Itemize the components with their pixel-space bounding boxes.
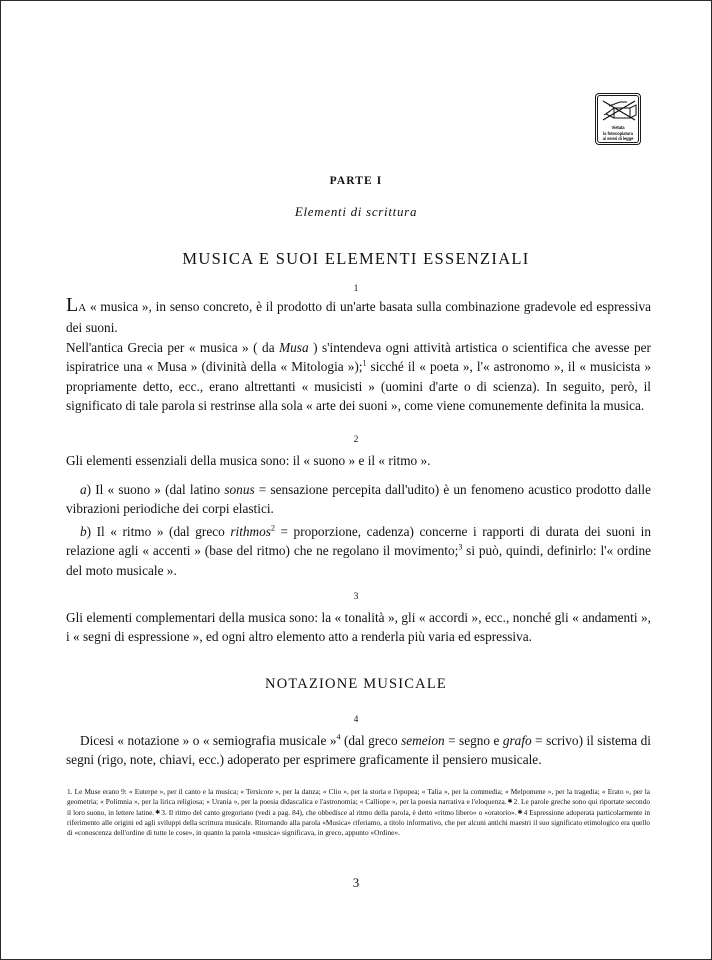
section-2-body bbox=[66, 451, 651, 470]
paragraph-1-1 bbox=[66, 294, 651, 338]
footnote-3: 3. Il ritmo del canto gregoriano (vedi a pag. 84), che obbedisce al ritmo della parola, è detto «ritmo libero» o «oratorio». bbox=[161, 807, 517, 817]
footnote-1: 1. Le Muse erano 9: « Euterpe », per il canto e la musica; « Tersicore », per la danza; « Clio », per la storia e l'epopea; « Talia », per la commedia; « Melpomene », per la tragedia; « Erato », per la geometria; « Polimnia », per la lirica religiosa; « Urania », per la poesia didascalica e l'astronomia; « Calliope », per la poesia narrativa e l'eloquenza. bbox=[67, 787, 650, 807]
paragraph-4-1-a: Dicesi « notazione » o « semiografia musicale » bbox=[80, 733, 337, 748]
part-title: PARTE I bbox=[329, 175, 383, 187]
section-number-4: 4 bbox=[353, 715, 359, 725]
crossed-out-photocopier-icon bbox=[600, 98, 638, 124]
footnote-ref-3: 3 bbox=[458, 542, 463, 552]
footnote-ref-1: 1 bbox=[362, 358, 367, 368]
footnote-ref-2: 2 bbox=[270, 523, 275, 533]
term-grafo: grafo bbox=[502, 733, 532, 748]
paragraph-4-1-b: (dal greco bbox=[340, 733, 402, 748]
paragraph-4-1 bbox=[66, 731, 651, 770]
term-rithmos: rithmos bbox=[230, 524, 271, 539]
chapter-title: MUSICA E SUOI ELEMENTI ESSENZIALI bbox=[182, 249, 530, 268]
paragraph-1-2 bbox=[66, 338, 651, 416]
paragraph-2-a-2: = sensazione percepita dall'udito) è un fenomeno acustico prodotto dalle vibrazioni periodiche dei corpi elastici. bbox=[66, 482, 651, 517]
stamp-inner-frame bbox=[597, 95, 639, 143]
section-number-3: 3 bbox=[353, 592, 359, 602]
stamp-line-2: la fotocopiatura bbox=[603, 130, 633, 136]
footnote-2: 2. Le parole greche sono qui riportate secondo il loro suono, in lettere latine. bbox=[67, 797, 651, 817]
section-1-body bbox=[66, 294, 651, 415]
footnotes-block bbox=[67, 787, 650, 838]
section-4-body bbox=[66, 731, 651, 770]
paragraph-1-2-c: sicché il « poeta », l'« astronomo », il « musicista » propriamente detto, ecc., erano altrettanti « musicisti » (uomini d'arte o di scienza). In seguito, però, il significato di tale parola si restrinse alla sola « arte dei suoni », come viene comunemente definita la musica. bbox=[66, 359, 651, 414]
paragraph-2-b-1: ) Il « ritmo » (dal greco bbox=[86, 524, 231, 539]
term-musa: Musa bbox=[279, 339, 309, 355]
section-3-body bbox=[66, 608, 651, 647]
paragraph-1-2-a: Nell'antica Grecia per « musica » ( da bbox=[66, 339, 280, 355]
part-subtitle: Elementi di scrittura bbox=[294, 204, 418, 219]
drop-cap: L bbox=[66, 294, 79, 316]
drop-cap-smallcaps: A bbox=[78, 302, 87, 314]
anti-photocopy-stamp bbox=[595, 93, 641, 145]
stamp-line-1: Vietata bbox=[611, 125, 625, 131]
list-marker-a: a bbox=[80, 482, 87, 497]
section-2-item-a bbox=[66, 480, 651, 519]
paragraph-1-1-text: « musica », in senso concreto, è il prodotto di un'arte basata sulla combinazione gradevole ed espressiva dei suoni. bbox=[66, 299, 651, 336]
paragraph-2-1: Gli elementi essenziali della musica sono: il « suono » e il « ritmo ». bbox=[66, 453, 431, 468]
paragraph-2-a bbox=[66, 480, 651, 519]
paragraph-2-b-3: si può, quindi, definirlo: l'« ordine del moto musicale ». bbox=[66, 543, 651, 578]
section-number-2: 2 bbox=[353, 435, 359, 445]
footnote-paragraph bbox=[67, 787, 650, 838]
footnote-ref-4: 4 bbox=[336, 732, 341, 742]
stamp-line-3: ai sensi di legge bbox=[602, 135, 634, 141]
paragraph-4-1-c: = segno e bbox=[444, 733, 503, 748]
footnote-separator-icon: ✱ bbox=[155, 809, 161, 816]
footnote-separator-icon: ✱ bbox=[507, 799, 513, 806]
paragraph-4-1-d: = scrivo) il sistema di segni (rigo, note, chiavi, ecc.) adoperato per esprimere graficamente il pensiero musicale. bbox=[66, 733, 651, 768]
stamp-text bbox=[598, 125, 638, 141]
list-marker-b: b bbox=[80, 524, 87, 539]
paragraph-1-2-b: ) s'intendeva ogni attività artistica o scientifica che avesse per ispiratrice una « Musa » (divinità della « Mitologia »); bbox=[66, 339, 651, 375]
paragraph-2-b bbox=[66, 522, 651, 580]
section-number-1: 1 bbox=[353, 284, 359, 294]
paragraph-2-b-2: = proporzione, cadenza) concerne i rapporti di durata dei suoni in relazione agli « accenti » (base del ritmo) che ne regolano il movimento; bbox=[66, 524, 651, 559]
term-semeion: semeion bbox=[401, 733, 445, 748]
paragraph-3-1: Gli elementi complementari della musica sono: la « tonalità », gli « accordi », ecc., nonché gli « andamenti », i « segni di espressione », ed ogni altro elemento atto a renderla più varia ed espressiva. bbox=[66, 610, 651, 645]
section-2-item-b bbox=[66, 522, 651, 580]
footnote-4: 4 Espressione adoperata particolarmente in riferimento alle origini ed agli sviluppi della scrittura musicale. Ritornando alla parola «Musica» riferiamo, a titolo informativo, che per alcuni antichi maestri il suo significato etimologico era quello di «conoscenza dell'ordine di tutte le cose», in quanto la parola «musica» significava, in greco, appunto «Ordine». bbox=[67, 807, 651, 837]
term-sonus: sonus bbox=[224, 482, 255, 497]
footnote-separator-icon: ✱ bbox=[517, 809, 523, 816]
section-title-notazione: NOTAZIONE MUSICALE bbox=[265, 676, 447, 692]
paragraph-2-a-1: ) Il « suono » (dal latino bbox=[86, 482, 225, 497]
page-number: 3 bbox=[352, 875, 360, 890]
